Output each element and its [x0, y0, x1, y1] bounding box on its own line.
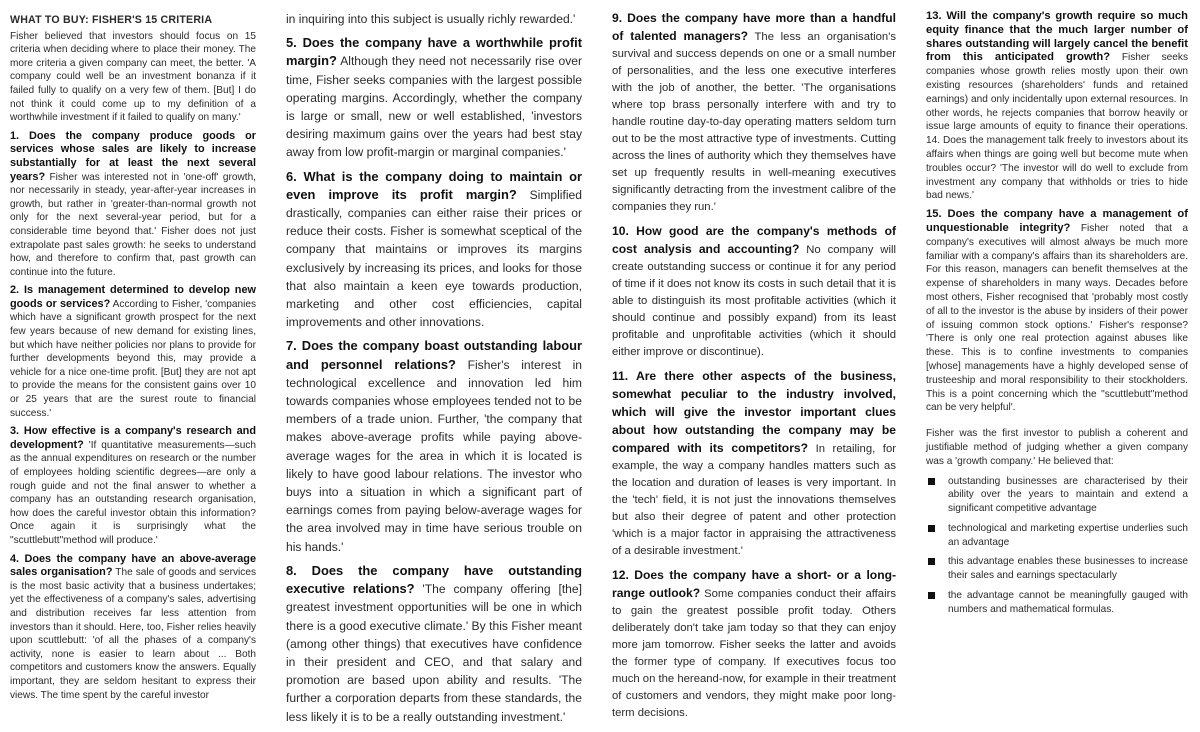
criterion-5: [286, 34, 582, 161]
criterion-answer: 'If quantitative measurements—such as the annual expenditures on research or the number of employees holding scientific degrees—are only a rough guide and not the final answer to whether a company has an outstanding research organisation, how does the careful investor obtain this information? Once again it is surprisingly what the "scuttlebutt"method will produce.': [10, 439, 256, 546]
criterion-question: 5. Does the company have a worthwhile profit margin?: [286, 35, 582, 69]
criterion-answer: 'The company offering [the] greatest investment opportunities will be one in which there is a good executive climate.' By this Fisher meant (among other things) that executives have confidence in their president and CEO, and that salary and promotion are based upon ability and results. 'The further a corporation departs from these standards, the less likely it is to be a really outstanding investment.': [286, 582, 582, 724]
criterion-question: 3. How effective is a company's research and development?: [10, 425, 256, 451]
list-item: [926, 522, 1188, 550]
criterion-answer: In retailing, for example, the way a company handles matters such as the location and duration of leases is very important. In the 'tech' field, it is not just the innovations themselves but also their degree of patent and other protection 'which is a major factor in appraising the attractiveness of a desirable investment.': [612, 443, 896, 557]
bullet-text: outstanding businesses are characterised by their ability over the years to maintain and extend a significant competitive advantage: [948, 475, 1188, 515]
criterion-10: [612, 223, 896, 361]
criterion-question: 8. Does the company have outstanding executive relations?: [286, 562, 582, 597]
criterion-question: 4. Does the company have an above-average sales organisation?: [10, 552, 256, 579]
conclusion-paragraph: Fisher was the first investor to publish a coherent and justifiable method of judging whether a given company was a 'growth company.' He believed that:: [926, 428, 1188, 467]
conclusion-bullet-list: [926, 475, 1188, 617]
criterion-15: [926, 208, 1188, 415]
criterion-answer: Fisher was interested not in 'one-off' growth, nor necessarily in steady, year-after-year increases in growth, but rather in 'greater-than-normal growth not only for the next several-year period, but for a considerable time beyond that.' Fisher does not just extrapolate past sales growth: he seeks to understand how, and therefore to confirm that, past growth can continue into the future.: [10, 171, 256, 278]
criterion-answer: in inquiring into this subject is usually richly rewarded.': [286, 12, 576, 26]
criterion-12: [612, 567, 896, 722]
criterion-answer: According to Fisher, 'companies which have a significant growth prospect for the next few years because of new demand for existing lines, but which have neither policies nor plans to provide for further developments beyond this, may provide a vehicle for a nice one-time profit. [But] they are not apt to provide the means for the consistent gains over 10 or 25 years that are the surest route to financial success.': [10, 298, 256, 419]
criterion-answer: Fisher seeks companies whose growth relies mostly upon their own existing resources (shareholders' funds and retained earnings) and only incidentally upon external resources. In other words, he rejects companies that borrow heavily or issue large amounts of equity to finance their operations. 14. Does the management talk freely to investors about its affairs when things are going well but become mute when troubles occur? 'The investor will do well to exclude from investment any company that withholds or tries to hide bad news.': [926, 52, 1189, 202]
criterion-answer: No company will create outstanding success or continue it for any period of time if it does not know its costs in such detail that it is able to distinguish its most profitable activities (which it should continue and possibly expand) from its least profitable and unprofitable activities (which it should either improve or discontinue).: [612, 244, 896, 358]
column-2: [286, 10, 582, 732]
criterion-question: 15. Does the company have a management of unquestionable integrity?: [926, 208, 1188, 234]
list-item: [926, 475, 1188, 516]
criterion-1: [10, 130, 256, 280]
square-bullet-icon: [928, 592, 935, 599]
square-bullet-icon: [928, 478, 935, 485]
column-4: [926, 10, 1188, 623]
criterion-3: [10, 425, 256, 547]
criterion-question: 2. Is management determined to develop new goods or services?: [10, 284, 256, 310]
criterion-answer: The less an organisation's survival and success depends on one or a small number of personalities, and the less one executive interferes with the job of another, the better. 'The organisations where top brass personally interfere with and try to handle routine day-to-day operating matters seldom turn out to be the most attractive type of investments. Cutting across the lines of authority which they themselves have set up frequently results in well-meaning executives significantly detracting from the investment calibre of the companies they run.': [612, 31, 896, 213]
criterion-9: [612, 10, 896, 216]
criterion-8: [286, 562, 582, 726]
square-bullet-icon: [928, 525, 935, 532]
bullet-text: this advantage enables these businesses to increase their sales and earnings spectacularly: [948, 556, 1188, 582]
criterion-answer: Simplified drastically, companies can either raise their prices or reduce their costs. Fisher is somewhat sceptical of the company that maintains or improves its margins exclusively by increasing its prices, and looks for those that also maintain a keen eye towards production, marketing and other cost efficiencies, capital improvements and other innovations.: [286, 187, 582, 330]
criterion-answer: The sale of goods and services is the most basic activity that a business undertakes; yet the effectiveness of a company's sales, advertising and distribution receives far less attention from investors than it should. Here, too, Fisher relies heavily upon scuttlebutt: 'of all the phases of a company's activity, none is easier to learn about ... Both competitors and customers know the answers. Equally important, they are seldom hesitant to express their views. The time spent by the careful investor: [10, 567, 256, 701]
square-bullet-icon: [928, 558, 935, 565]
criterion-answer: Fisher's interest in technological excellence and innovation led him towards companies whose employees tended not to be members of a trade union. Further, 'the company that makes above-average profits while paying above-average wages for the area in which it is located is likely to have good labour relations. The investor who buys into a situation in which a significant part of earnings comes from paying below-average wages for the area involved may in time have serious trouble on his hands.': [286, 357, 582, 554]
bullet-text: technological and marketing expertise underlies such an advantage: [948, 522, 1188, 548]
criterion-11: [612, 368, 896, 560]
criterion-question: 6. What is the company doing to maintain or even improve its profit margin?: [286, 168, 582, 202]
list-item: [926, 555, 1188, 583]
section-heading: WHAT TO BUY: FISHER'S 15 CRITERIA: [10, 14, 213, 26]
criterion-7: [286, 337, 582, 555]
intro-paragraph: Fisher believed that investors should focus on 15 criteria when deciding where to place their money. The more criteria a given company can meet, the better. 'A company could well be an investment bonanza if it failed fully to qualify on a very few of them. [But] I do not think it could come up to my definition of a worthwhile investment if it failed to qualify on many.': [10, 30, 256, 124]
column-3: [612, 10, 896, 729]
criterion-question: 13. Will the company's growth require so much equity finance that the much larger number of shares outstanding will largely cancel the benefit from this anticipated growth?: [926, 10, 1188, 64]
criterion-4: [10, 553, 256, 703]
column-1: [10, 10, 256, 707]
criterion-question: 12. Does the company have a short- or a long-range outlook?: [612, 568, 896, 600]
bullet-text: the advantage cannot be meaningfully gauged with numbers and mathematical formulas.: [948, 590, 1188, 615]
criterion-2: [10, 284, 256, 420]
criterion-answer: Although they need not necessarily rise over time, Fisher seeks companies with the largest possible operating margins. Accordingly, whether the company is large or small, new or well established, 'investors desiring maximum gains over the years had best stay away from low profit-margin or marginal companies.': [286, 54, 582, 160]
criterion-4-continued: [286, 10, 582, 28]
criterion-question: 11. Are there other aspects of the business, somewhat peculiar to the industry involved, which will give the investor important clues about how outstanding the company may be compared with its competitors?: [612, 369, 896, 455]
list-item: [926, 589, 1188, 617]
criterion-answer: Some companies conduct their affairs to gain the greatest possible profit today. Others deliberately don't take jam today so that they can enjoy more jam tomorrow. Fisher seeks the latter and avoids the former type of company. If executives focus too much on the hereand-now, for example in their treatment of customers and vendors, they might make poor long-term decisions.: [612, 588, 897, 719]
criterion-question: 1. Does the company produce goods or services whose sales are likely to increase substantially for at least the next several years?: [10, 129, 256, 183]
criterion-13: [926, 10, 1188, 203]
criterion-question: 7. Does the company boast outstanding labour and personnel relations?: [286, 338, 582, 372]
criterion-answer: Fisher noted that a company's executives will almost always be much more familiar with a company's affairs than its shareholders are. For this reason, managers can benefit themselves at the expense of shareholders in many ways. Decades before most others, Fisher recognised that 'probably most costly of all to the investor is the abuse by insiders of their power of issuing common stock options.' Fisher's response? 'There is only one real protection against abuses like these. This is to confine investments to companies [whose] managements have a highly developed sense of trusteeship and moral responsibility to their stockholders. This is a point concerning which the "scuttlebutt"method can be very helpful'.: [926, 222, 1188, 414]
criterion-question: 9. Does the company have more than a handful of talented managers?: [612, 11, 896, 43]
criterion-question: 10. How good are the company's methods of cost analysis and accounting?: [612, 224, 896, 256]
criterion-6: [286, 168, 582, 332]
